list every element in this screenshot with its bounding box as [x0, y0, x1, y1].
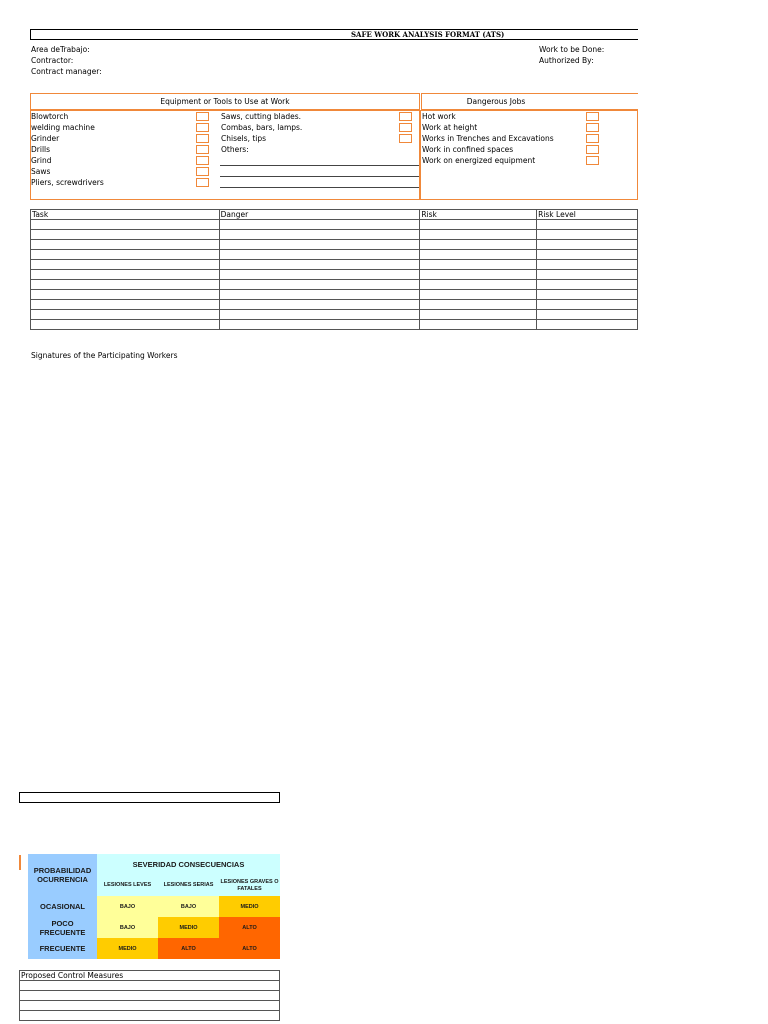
title-box	[30, 29, 638, 40]
severity-col: LESIONES LEVES	[97, 875, 158, 896]
dangerous-checkbox[interactable]	[586, 156, 599, 165]
table-row[interactable]	[20, 991, 280, 1001]
others-line[interactable]	[220, 187, 419, 188]
table-row[interactable]	[31, 290, 638, 300]
authorized-by-label: Authorized By:	[539, 56, 594, 65]
column-header-risk-level: Risk Level	[537, 210, 638, 220]
equipment-checkbox[interactable]	[196, 123, 209, 132]
page-title: SAFE WORK ANALYSIS FORMAT (ATS)	[351, 30, 505, 39]
dangerous-item: Work in confined spaces	[422, 145, 514, 154]
equipment-item: welding machine	[31, 123, 95, 132]
table-row[interactable]	[31, 240, 638, 250]
table-row[interactable]	[20, 1001, 280, 1011]
table-row[interactable]	[31, 280, 638, 290]
column-header-risk: Risk	[420, 210, 537, 220]
risk-cell: MEDIO	[219, 896, 280, 917]
dangerous-checkbox[interactable]	[586, 145, 599, 154]
table-row[interactable]	[31, 250, 638, 260]
equipment-checkbox[interactable]	[399, 123, 412, 132]
equipment-checkbox[interactable]	[196, 167, 209, 176]
risk-cell: BAJO	[158, 896, 219, 917]
others-line[interactable]	[220, 165, 419, 166]
equipment-item: Saws, cutting blades.	[221, 112, 302, 121]
column-header-task: Task	[31, 210, 220, 220]
probability-row-label: OCASIONAL	[28, 896, 97, 917]
dangerous-header	[421, 93, 638, 110]
severity-title: SEVERIDAD CONSECUENCIAS	[97, 854, 280, 875]
equipment-checkbox[interactable]	[196, 112, 209, 121]
dangerous-checkbox[interactable]	[586, 112, 599, 121]
table-row[interactable]	[31, 270, 638, 280]
risk-cell: MEDIO	[158, 917, 219, 938]
control-measures-header	[20, 971, 280, 981]
others-line[interactable]	[220, 176, 419, 177]
probability-row-label: FRECUENTE	[28, 938, 97, 959]
orange-marker	[19, 855, 21, 870]
dangerous-item: Works in Trenches and Excavations	[422, 134, 554, 143]
table-row[interactable]	[31, 310, 638, 320]
table-row[interactable]	[31, 320, 638, 330]
equipment-others-label: Others:	[221, 145, 249, 154]
dangerous-checkbox[interactable]	[586, 123, 599, 132]
dangerous-heading: Dangerous Jobs	[466, 97, 526, 106]
equipment-item: Grinder	[31, 134, 60, 143]
equipment-checkbox[interactable]	[196, 134, 209, 143]
equipment-item: Grind	[31, 156, 52, 165]
table-row[interactable]	[31, 230, 638, 240]
column-header-danger: Danger	[219, 210, 420, 220]
table-row[interactable]	[20, 1011, 280, 1021]
table-row[interactable]	[31, 260, 638, 270]
dangerous-item: Hot work	[422, 112, 456, 121]
risk-cell: ALTO	[219, 917, 280, 938]
equipment-checkbox[interactable]	[196, 145, 209, 154]
probability-row-label: POCO FRECUENTE	[28, 917, 97, 938]
equipment-checkbox[interactable]	[399, 134, 412, 143]
equipment-item: Pliers, screwdrivers	[31, 178, 104, 187]
severity-col: LESIONES GRAVES O FATALES	[219, 875, 280, 896]
risk-cell: BAJO	[97, 917, 158, 938]
contractor-field-label: Contractor:	[31, 56, 74, 65]
equipment-item: Chisels, tips	[221, 134, 267, 143]
risk-cell: BAJO	[97, 896, 158, 917]
blank-field-box[interactable]	[19, 792, 280, 803]
equipment-item: Saws	[31, 167, 51, 176]
equipment-item: Blowtorch	[31, 112, 69, 121]
matrix-corner: PROBABILIDAD OCURRENCIA	[28, 854, 97, 896]
risk-cell: MEDIO	[97, 938, 158, 959]
table-header-row	[31, 210, 638, 220]
dangerous-item: Work on energized equipment	[422, 156, 536, 165]
area-field-label: Area deTrabajo:	[31, 45, 90, 54]
table-row[interactable]	[31, 220, 638, 230]
equipment-checkbox[interactable]	[196, 178, 209, 187]
table-row[interactable]	[31, 300, 638, 310]
dangerous-item: Work at height	[422, 123, 478, 132]
equipment-item: Drills	[31, 145, 51, 154]
equipment-heading: Equipment or Tools to Use at Work	[160, 97, 290, 106]
risk-cell: ALTO	[219, 938, 280, 959]
severity-col: LESIONES SERIAS	[158, 875, 219, 896]
contract-manager-field-label: Contract manager:	[31, 67, 102, 76]
signatures-label: Signatures of the Participating Workers	[31, 351, 178, 360]
risk-cell: ALTO	[158, 938, 219, 959]
control-measures-table	[19, 970, 280, 1021]
equipment-checkbox[interactable]	[399, 112, 412, 121]
equipment-header	[30, 93, 420, 110]
control-measures-label: Proposed Control Measures	[20, 971, 280, 981]
task-table	[30, 209, 638, 330]
equipment-item: Combas, bars, lamps.	[221, 123, 303, 132]
dangerous-checkbox[interactable]	[586, 134, 599, 143]
equipment-checkbox[interactable]	[196, 156, 209, 165]
work-to-be-done-label: Work to be Done:	[539, 45, 605, 54]
risk-matrix	[28, 854, 280, 959]
table-row[interactable]	[20, 981, 280, 991]
